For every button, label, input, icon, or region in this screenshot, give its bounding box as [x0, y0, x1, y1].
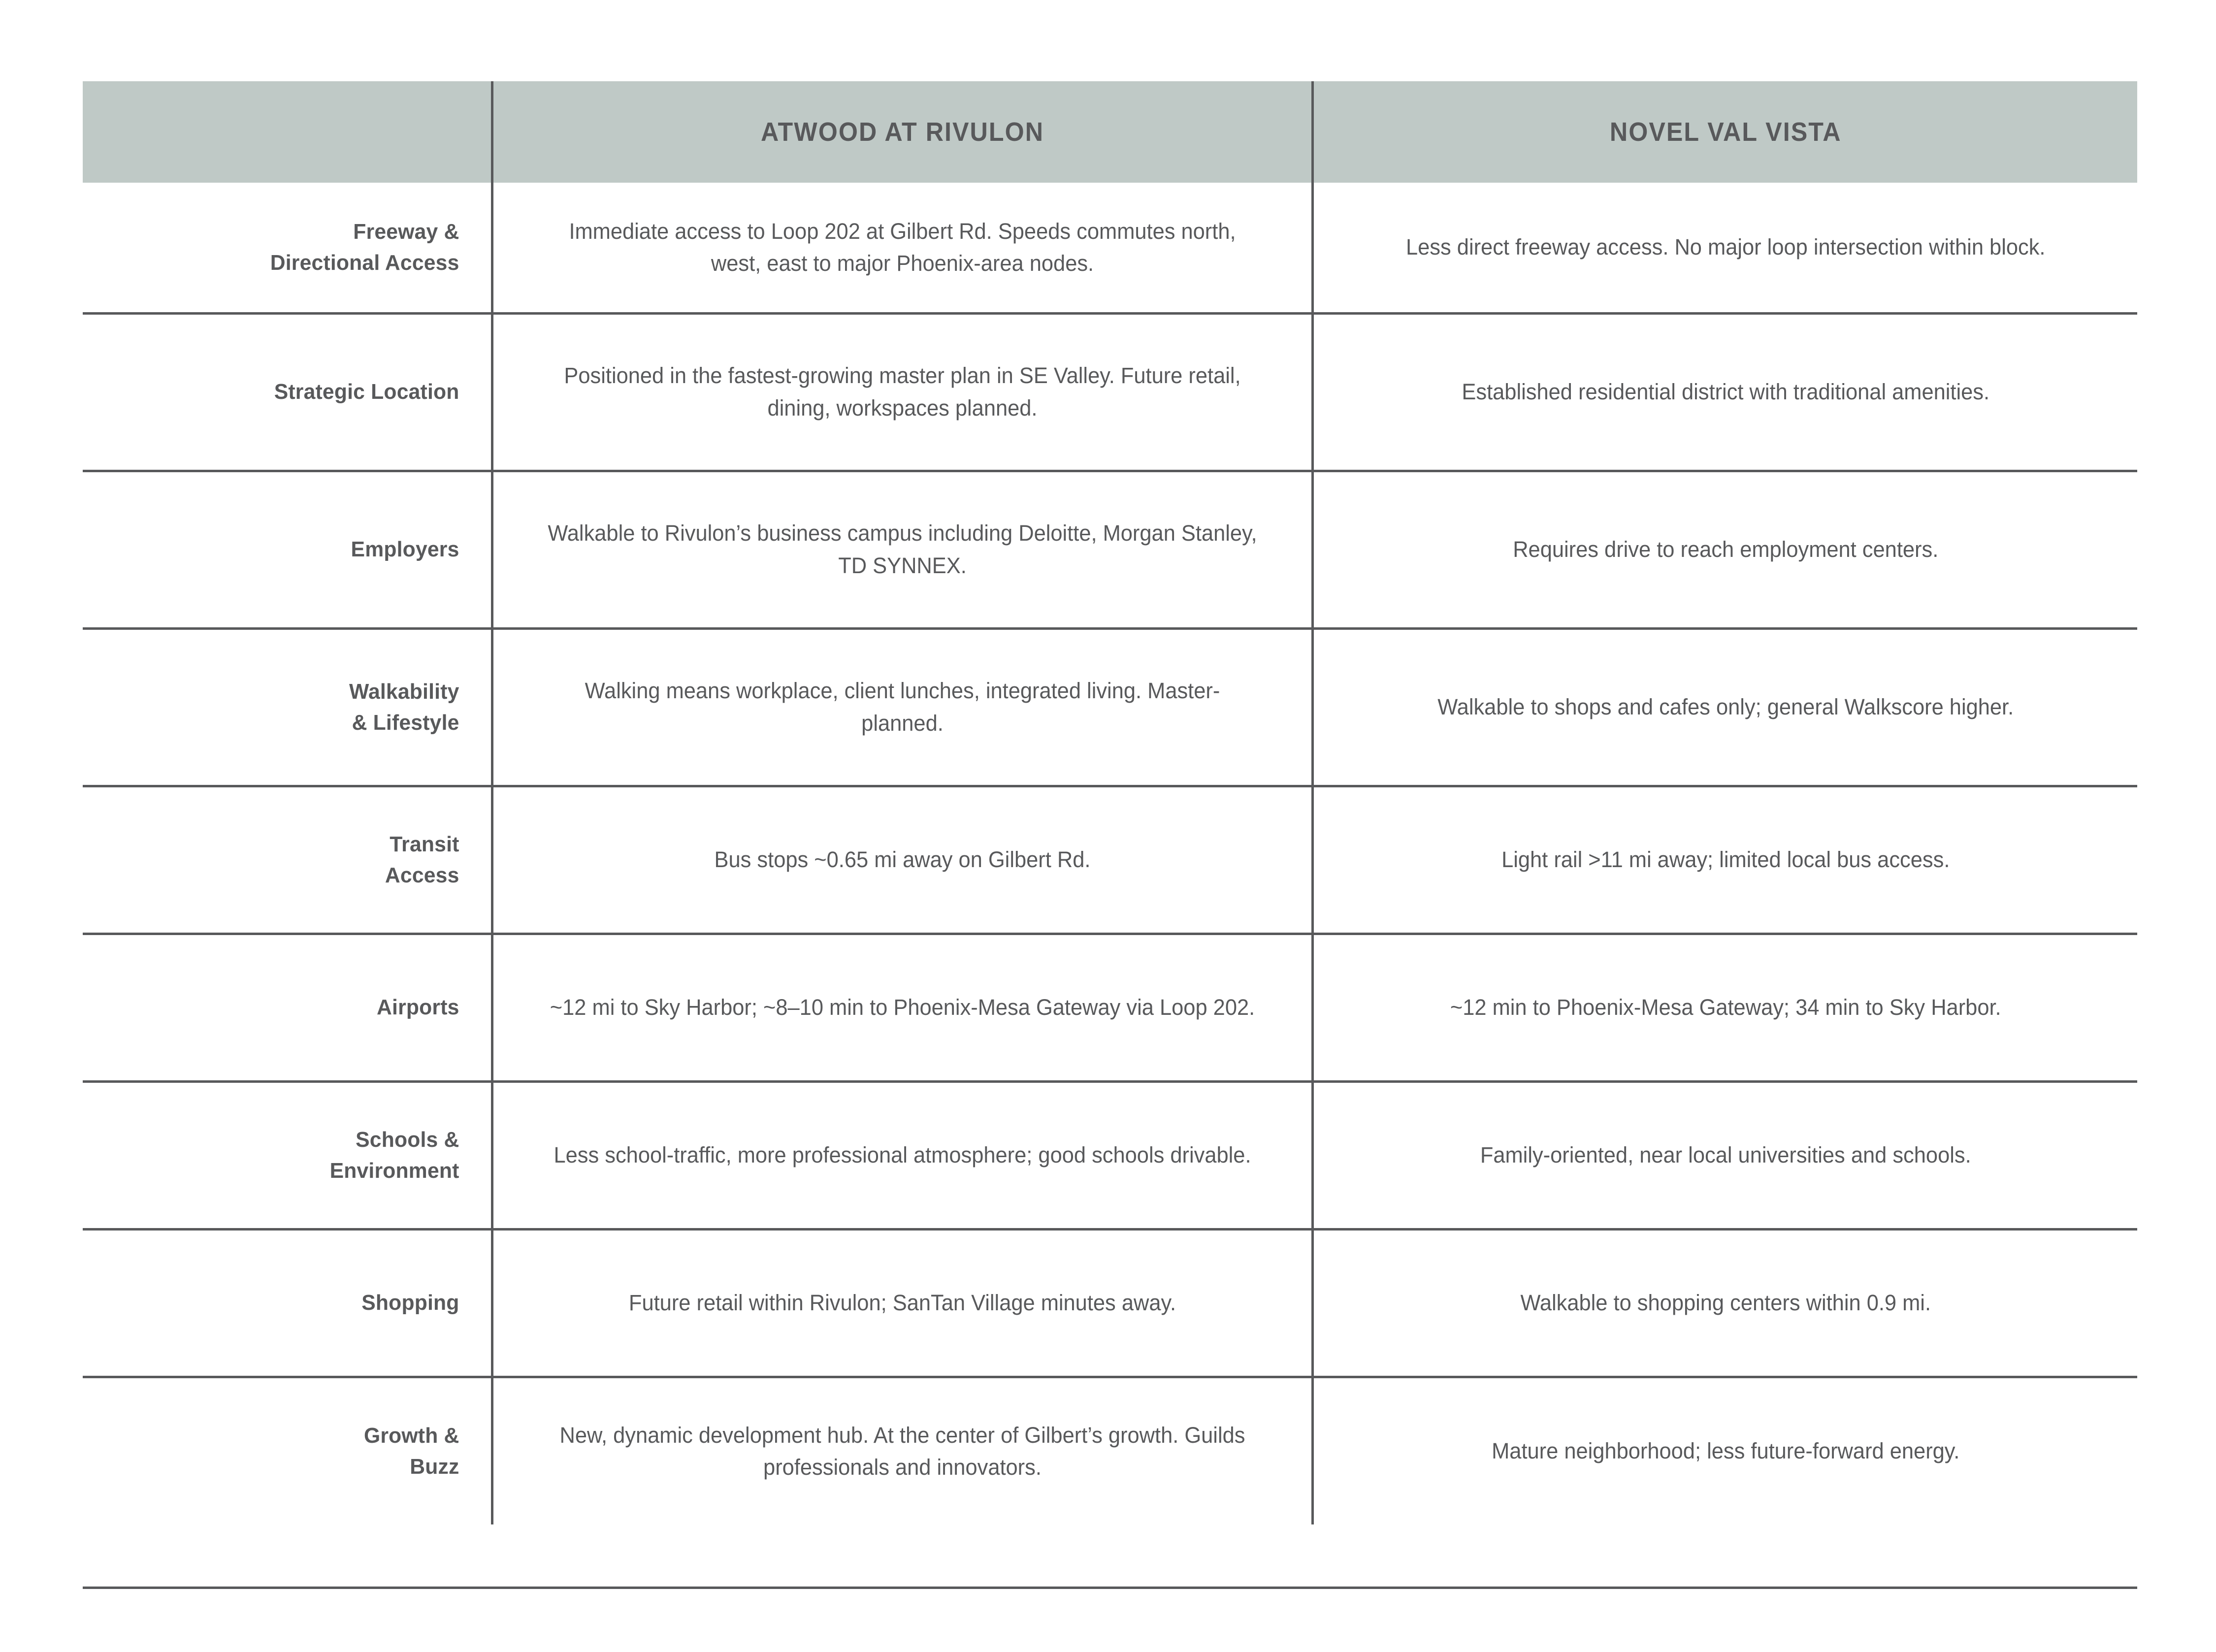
row-label-line-1: Schools & [356, 1127, 459, 1152]
row-label-schools-environment [95, 1081, 492, 1229]
row-label-growth-buzz [95, 1377, 492, 1524]
cell-text: Light rail >11 mi away; limited local bus access. [1501, 847, 1950, 873]
cell-novel-airports [1312, 934, 2137, 1081]
table-row [83, 786, 2137, 934]
cell-atwood-growth [492, 1377, 1312, 1524]
header-label-atwood: ATWOOD AT RIVULON [760, 117, 1044, 147]
header-cell-novel [1312, 81, 2137, 183]
row-label-line-2: & Lifestyle [352, 711, 459, 735]
table-row [83, 183, 2137, 313]
cell-text: Positioned in the fastest-growing master plan in SE Valley. Future retail, dining, workspaces planned. [563, 363, 1241, 421]
cell-atwood-airports [492, 934, 1312, 1081]
cell-text: Mature neighborhood; less future-forward energy. [1491, 1438, 1959, 1464]
header-cell-atwood [492, 81, 1312, 183]
row-label-line-1: Airports [377, 995, 459, 1020]
cell-atwood-freeway [492, 183, 1312, 313]
cell-text: Bus stops ~0.65 mi away on Gilbert Rd. [714, 847, 1090, 873]
cell-atwood-walkability [492, 628, 1312, 786]
table-row [83, 1229, 2137, 1377]
table-row [83, 471, 2137, 628]
row-label-line-2: Directional Access [270, 251, 459, 275]
cell-novel-growth [1312, 1377, 2137, 1524]
cell-text: Future retail within Rivulon; SanTan Village minutes away. [628, 1290, 1176, 1316]
row-label-line-2: Environment [329, 1159, 459, 1183]
property-comparison-table [83, 81, 2137, 1524]
cell-novel-transit [1312, 786, 2137, 934]
cell-novel-walkability [1312, 628, 2137, 786]
row-label-airports [95, 934, 492, 1081]
table-row [83, 628, 2137, 786]
header-row [83, 81, 2137, 183]
cell-atwood-strategic-location [492, 313, 1312, 471]
cell-novel-schools [1312, 1081, 2137, 1229]
cell-atwood-shopping [492, 1229, 1312, 1377]
table-bottom-rule [83, 1587, 2137, 1589]
header-cell-criterion [83, 81, 492, 183]
row-label-line-1: Strategic Location [274, 380, 459, 404]
cell-text: Family-oriented, near local universities and schools. [1480, 1142, 1971, 1168]
row-label-line-2: Buzz [410, 1455, 459, 1479]
row-label-line-1: Employers [351, 537, 459, 562]
cell-text: Established residential district with traditional amenities. [1461, 379, 1989, 405]
row-label-line-1: Growth & [363, 1423, 459, 1448]
cell-text: Walkable to Rivulon’s business campus including Deloitte, Morgan Stanley, TD SYNNEX. [547, 520, 1257, 578]
cell-atwood-schools [492, 1081, 1312, 1229]
row-label-line-2: Access [385, 863, 459, 887]
row-label-strategic-location [95, 313, 492, 471]
table-row [83, 934, 2137, 1081]
row-label-line-1: Walkability [349, 679, 459, 704]
row-label-line-1: Transit [390, 832, 459, 856]
table-row [83, 1377, 2137, 1524]
cell-text: Less direct freeway access. No major loop intersection within block. [1405, 234, 2045, 260]
cell-text: ~12 min to Phoenix-Mesa Gateway; 34 min to Sky Harbor. [1450, 995, 2001, 1020]
table-header [83, 81, 2137, 183]
cell-text: New, dynamic development hub. At the center of Gilbert’s growth. Guilds professionals and innovators. [559, 1422, 1245, 1480]
header-label-novel: NOVEL VAL VISTA [1609, 117, 1842, 147]
table-body [83, 183, 2137, 1524]
cell-text: Walking means workplace, client lunches, integrated living. Master-planned. [585, 678, 1220, 736]
row-label-freeway-directional-access [95, 183, 492, 313]
table-row [83, 313, 2137, 471]
cell-atwood-transit [492, 786, 1312, 934]
row-label-line-1: Freeway & [353, 219, 459, 244]
cell-novel-employers [1312, 471, 2137, 628]
cell-atwood-employers [492, 471, 1312, 628]
row-label-shopping [95, 1229, 492, 1377]
cell-text: Requires drive to reach employment centers. [1512, 537, 1938, 562]
cell-text: Immediate access to Loop 202 at Gilbert Rd. Speeds commutes north, west, east to major Phoenix-area nodes. [568, 218, 1236, 276]
table-container [83, 81, 2137, 1524]
row-label-line-1: Shopping [361, 1291, 459, 1315]
row-label-walkability-lifestyle [95, 628, 492, 786]
cell-text: Walkable to shopping centers within 0.9 mi. [1520, 1290, 1931, 1316]
cell-novel-strategic-location [1312, 313, 2137, 471]
cell-novel-freeway [1312, 183, 2137, 313]
row-label-transit-access [95, 786, 492, 934]
row-label-employers [95, 471, 492, 628]
cell-novel-shopping [1312, 1229, 2137, 1377]
cell-text: Less school-traffic, more professional atmosphere; good schools drivable. [553, 1142, 1251, 1168]
cell-text: Walkable to shops and cafes only; general Walkscore higher. [1437, 694, 2014, 720]
cell-text: ~12 mi to Sky Harbor; ~8–10 min to Phoenix-Mesa Gateway via Loop 202. [550, 995, 1255, 1020]
table-row [83, 1081, 2137, 1229]
